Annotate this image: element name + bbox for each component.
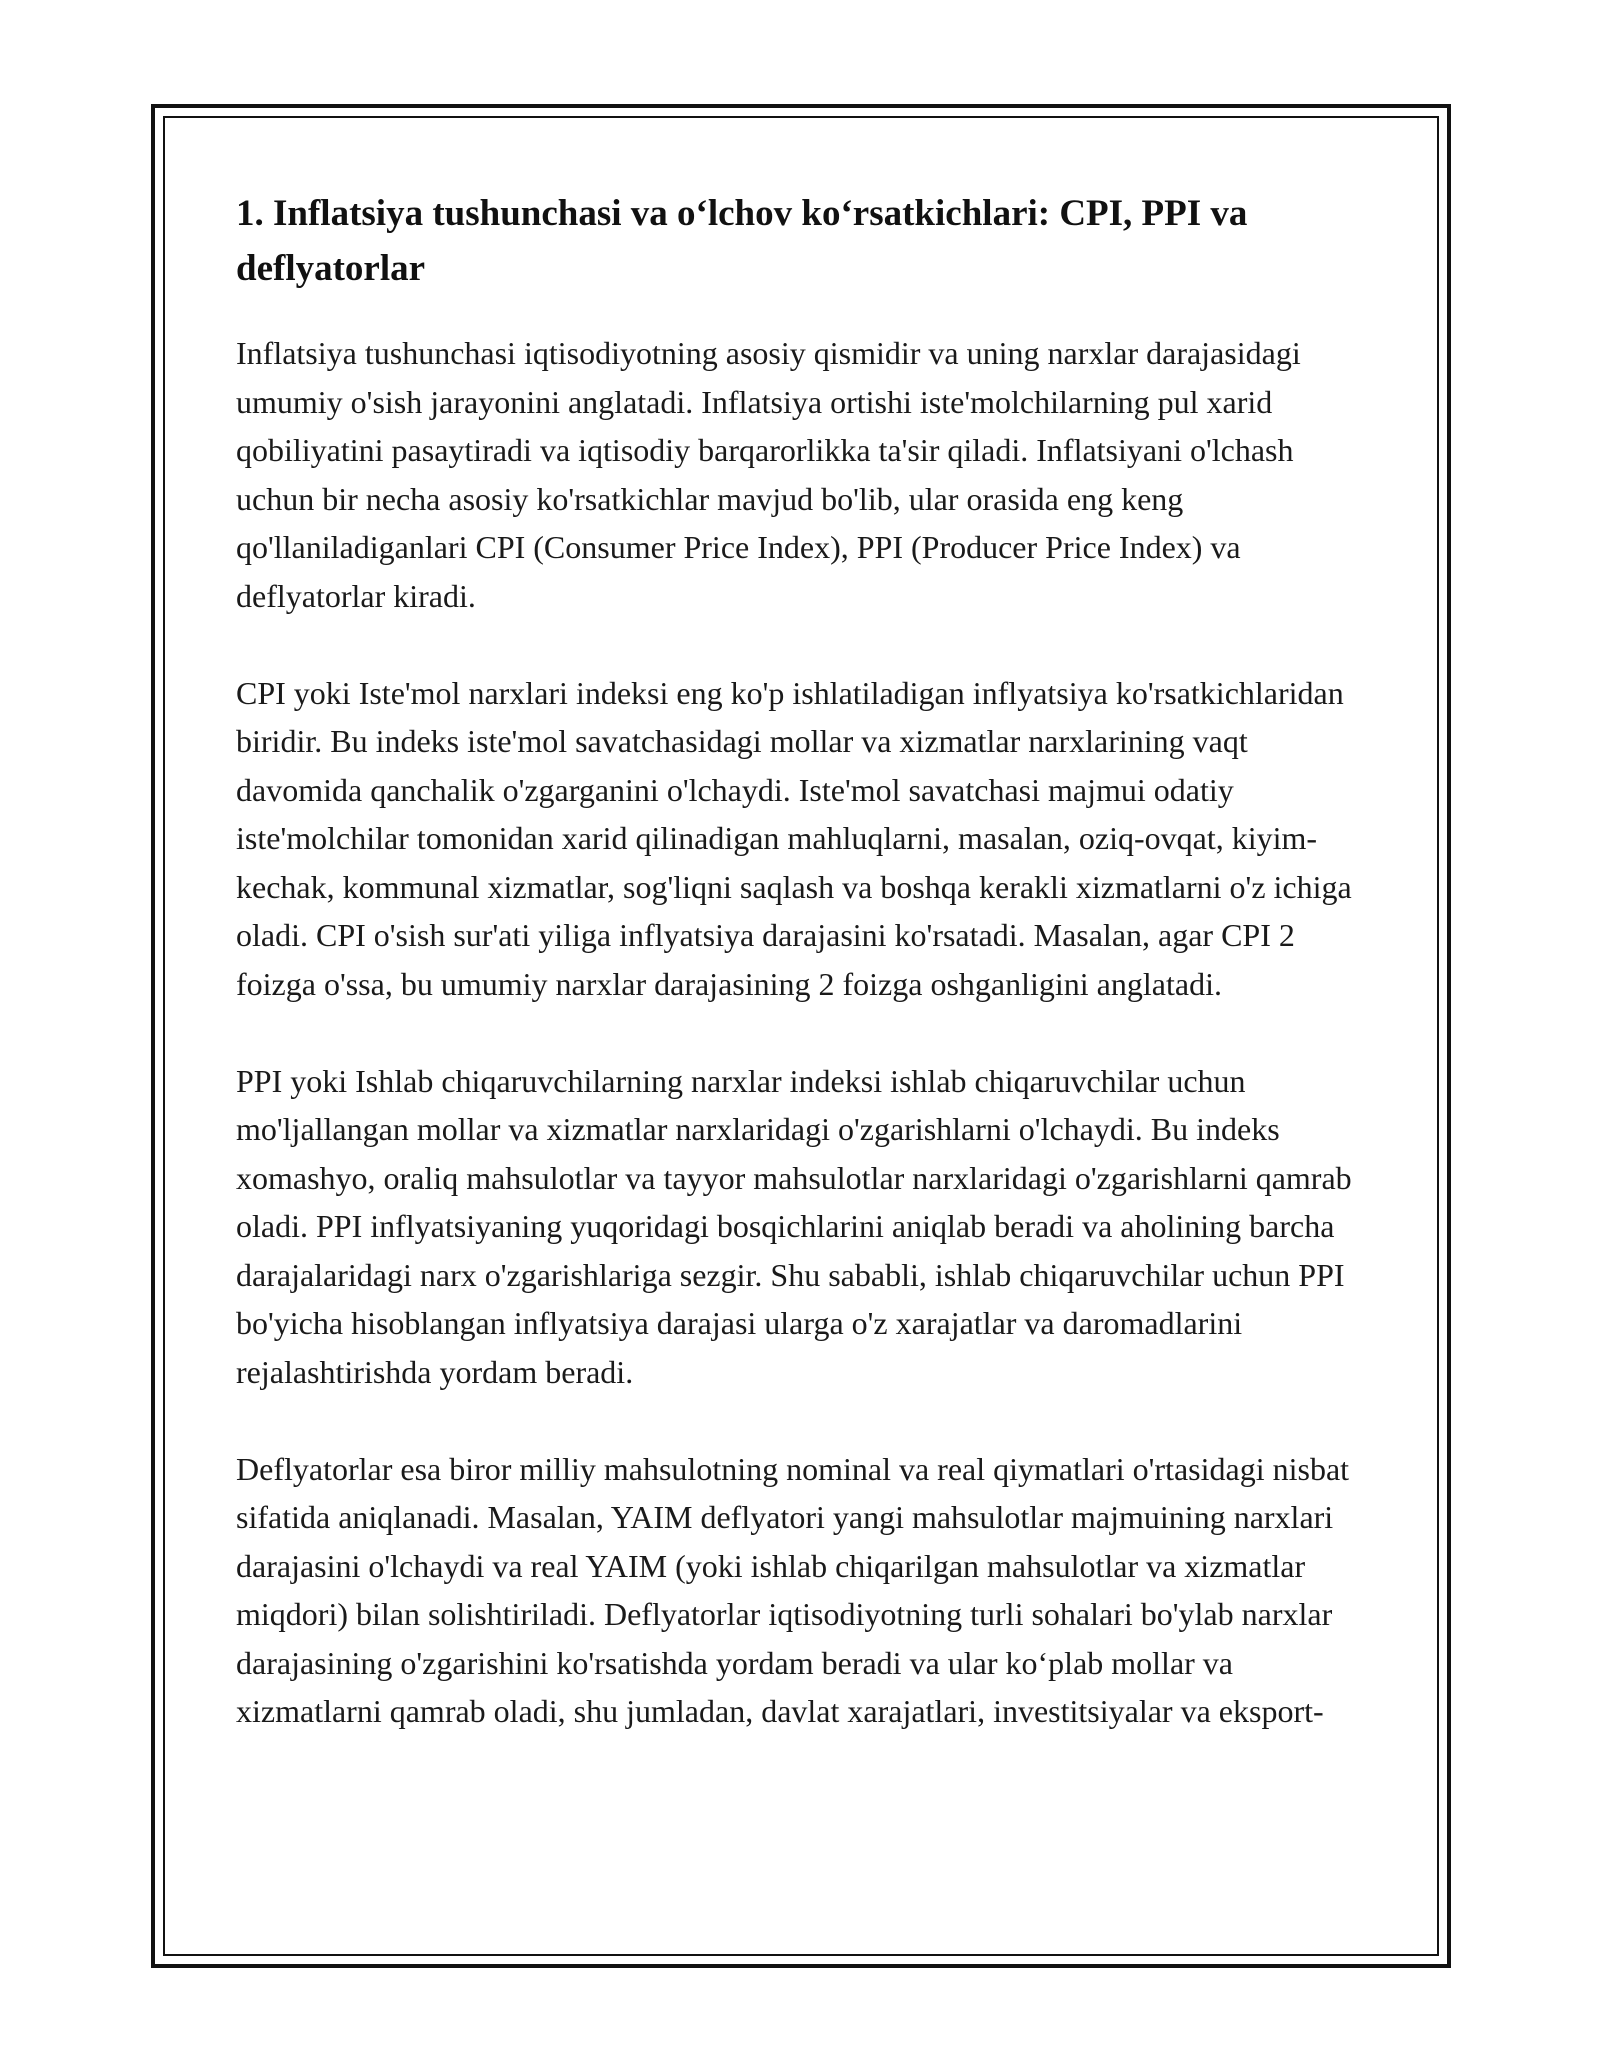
paragraph-ppi: PPI yoki Ishlab chiqaruvchilarning narxlar indeksi ishlab chiqaruvchilar uchun mo'ljallangan mollar va xizmatlar narxlaridagi o'zgarishlarni o'lchaydi. Bu indeks xomashyo, oraliq mahsulotlar va tayyor mahsulotlar narxlaridagi o'zgarishlarni qamrab oladi. PPI inflyatsiyaning yuqoridagi bosqichlarini aniqlab beradi va aholining barcha darajalaridagi narx o'zgarishlariga sezgir. Shu sababli, ishlab chiqaruvchilar uchun PPI bo'yicha hisoblangan inflyatsiya darajasi ularga o'z xarajatlar va daromadlarini rejalashtirishda yordam beradi. <box>236 1062 1352 1390</box>
paragraph-inflation-intro: Inflatsiya tushunchasi iqtisodiyotning asosiy qismidir va uning narxlar darajasidagi umumiy o'sish jarayonini anglatadi. Inflatsiya ortishi iste'molchilarning pul xarid qobiliyatini pasaytiradi va iqtisodiy barqarorlikka ta'sir qiladi. Inflatsiyani o'lchash uchun bir necha asosiy ko'rsatkichlar mavjud bo'lib, ular orasida eng keng qo'llaniladiganlari CPI (Consumer Price Index), PPI (Producer Price Index) va deflyatorlar kiradi. <box>236 335 1301 614</box>
paragraph-deflators: Deflyatorlar esa biror milliy mahsulotning nominal va real qiymatlari o'rtasidagi nisbat sifatida aniqlanadi. Masalan, YAIM deflyatori yangi mahsulotlar majmuining narxlari darajasini o'lchaydi va real YAIM (yoki ishlab chiqarilgan mahsulotlar va xizmatlar miqdori) bilan solishtiriladi. Deflyatorlar iqtisodiyotning turli sohalari bo'ylab narxlar darajasining o'zgarishini ko'rsatishda yordam beradi va ular koʻplab mollar va xizmatlarni qamrab oladi, shu jumladan, davlat xarajatlari, investitsiyalar va eksport- <box>236 1450 1350 1729</box>
section-heading: 1. Inflatsiya tushunchasi va oʻlchov koʻrsatkichlari: CPI, PPI va deflyatorlar <box>236 193 1248 289</box>
document-body <box>236 186 1376 1784</box>
paragraph-cpi: CPI yoki Iste'mol narxlari indeksi eng ko'p ishlatiladigan inflyatsiya ko'rsatkichlaridan biridir. Bu indeks iste'mol savatchasidagi mollar va xizmatlar narxlarining vaqt davomida qanchalik o'zgarganini o'lchaydi. Iste'mol savatchasi majmui odatiy iste'molchilar tomonidan xarid qilinadigan mahluqlarni, masalan, oziq-ovqat, kiyim-kechak, kommunal xizmatlar, sog'liqni saqlash va boshqa kerakli xizmatlarni o'z ichiga oladi. CPI o'sish sur'ati yiliga inflyatsiya darajasini ko'rsatadi. Masalan, agar CPI 2 foizga o'ssa, bu umumiy narxlar darajasining 2 foizga oshganligini anglatadi. <box>236 674 1352 1002</box>
